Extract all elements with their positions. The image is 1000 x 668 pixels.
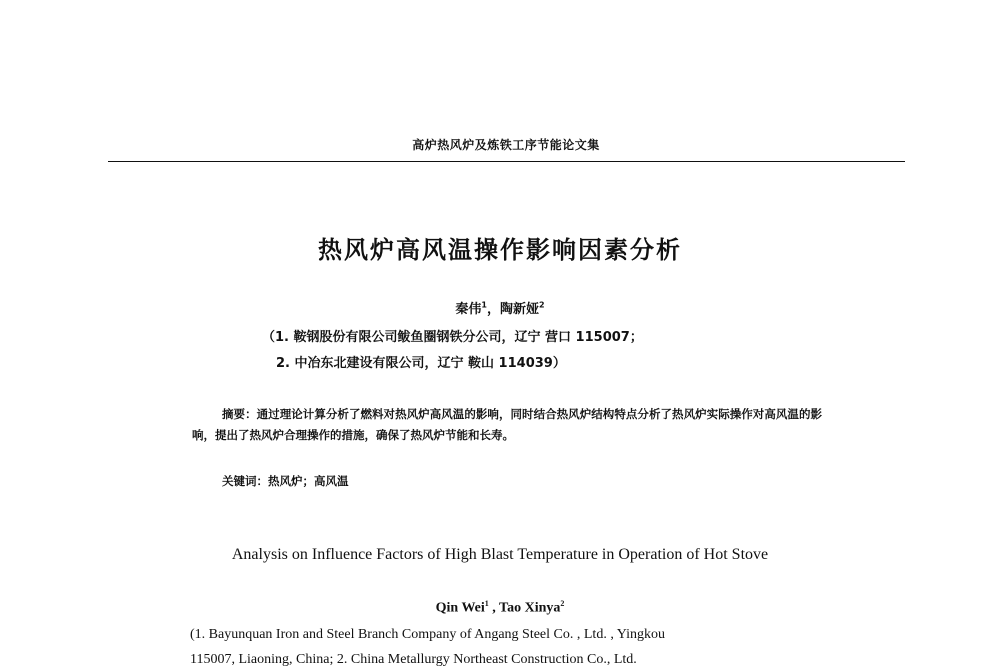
abstract-text: 通过理论计算分析了燃料对热风炉高风温的影响，同时结合热风炉结构特点分析了热风炉实际操作对高风温的影响，提出了热风炉合理操作的措施，确保了热风炉节能和长寿。 xyxy=(192,407,823,442)
authors-cn xyxy=(0,298,1000,317)
keywords-text: 热风炉；高风温 xyxy=(268,474,349,488)
authors-en xyxy=(0,599,1000,617)
author-separator: ， xyxy=(486,302,500,317)
header-divider xyxy=(108,161,905,162)
keywords-cn xyxy=(222,473,349,489)
affiliation-cn-1: （1. 鞍钢股份有限公司鲅鱼圈钢铁分公司，辽宁 营口 115007； xyxy=(262,330,643,345)
affiliation-cn-2: 2. 中冶东北建设有限公司，辽宁 鞍山 114039） xyxy=(276,356,566,371)
affiliation-marker: 1 xyxy=(481,300,487,310)
affiliation-en-1: (1. Bayunquan Iron and Steel Branch Company of Angang Steel Co. , Ltd. , Yingkou xyxy=(190,627,666,642)
abstract-cn xyxy=(192,404,822,446)
author-separator: , xyxy=(488,600,500,616)
abstract-label: 摘要： xyxy=(222,407,257,421)
keywords-label: 关键词： xyxy=(222,474,268,488)
affiliation-marker: 2 xyxy=(560,599,565,608)
author-name: Tao Xinya xyxy=(499,600,561,616)
affiliation-marker: 1 xyxy=(484,599,489,608)
paper-title-en: Analysis on Influence Factors of High Blast Temperature in Operation of Hot Stove xyxy=(231,546,769,563)
author-name: Qin Wei xyxy=(435,600,485,616)
running-header: 高炉热风炉及炼铁工序节能论文集 xyxy=(412,138,600,152)
author-name: 秦伟 xyxy=(455,302,482,317)
affiliation-marker: 2 xyxy=(539,300,545,310)
affiliation-en-2: 115007, Liaoning, China; 2. China Metallurgy Northeast Construction Co., Ltd. xyxy=(190,652,637,667)
author-name: 陶新娅 xyxy=(500,302,540,317)
paper-title-cn: 热风炉高风温操作影响因素分析 xyxy=(318,236,682,264)
